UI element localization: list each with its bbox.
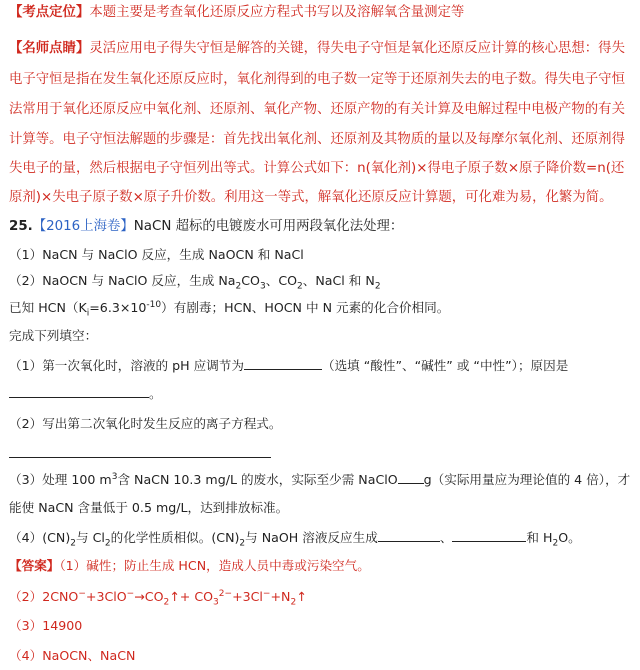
question-stem: NaCN 超标的电镀废水可用两段氧化法处理：: [133, 219, 404, 234]
comment-text-1: 灵活应用电子得失守恒是解答的关键，得失电子守恒是氧化还原反应计算的核心思想：得失: [89, 41, 625, 56]
q4-sub-4: 2: [552, 538, 559, 549]
comment-text-5: 失电子的量，然后根据电子守恒列出等式。计算公式如下：n(氧化剂)×得电子原子数×原子降价数=n(还: [9, 161, 625, 176]
question-4: [9, 528, 634, 547]
q4-sub-1: 2: [70, 538, 76, 549]
question-step-1: [9, 245, 634, 264]
known-text-c: ）有剧毒；HCN、HOCN 中 N 元素的化合价相同。: [161, 300, 450, 315]
question-2: [9, 414, 634, 433]
comment-tag: 【名师点睛】: [9, 41, 90, 56]
a2-sub1: 2: [163, 597, 170, 608]
answer-4: [9, 646, 634, 665]
comment-text-2: 电子守恒是指在发生氧化还原反应时，氧化剂得到的电子数一定等于还原剂失去的电子数。得失电子守恒: [9, 72, 625, 87]
instruction-text: 完成下列填空：: [9, 328, 98, 343]
q3-text-line2: 能使 NaCN 含量低于 0.5 mg/L，达到排放标准。: [9, 500, 289, 515]
question-source: 【2016上海卷】: [32, 219, 134, 234]
step1-text: （1）NaCN 与 NaClO 反应，生成 NaOCN 和 NaCl: [9, 247, 304, 262]
comment-line-6: [9, 188, 634, 207]
q4-text-f: 和 H: [526, 530, 553, 545]
q2-text: （2）写出第二次氧化时发生反应的离子方程式。: [9, 416, 282, 431]
answer-3: [9, 616, 634, 635]
q4-text-b: 与 Cl: [75, 530, 105, 545]
a2-p4: ↑+ CO: [169, 589, 214, 604]
a2-sup1: −: [78, 588, 86, 599]
step2-sub-3: 2: [297, 281, 303, 292]
comment-line-4: [9, 130, 634, 149]
a2-p7: ↑: [296, 589, 307, 604]
q4-text-e: 、: [439, 530, 453, 545]
a2-sub3: 2: [290, 597, 297, 608]
answer-4-text: （4）NaOCN、NaCN: [9, 648, 136, 663]
question-known: [9, 298, 634, 317]
comment-line-5: [9, 159, 634, 178]
a2-p1: （2）2CNO: [9, 589, 79, 604]
q4-blank-2[interactable]: [452, 528, 526, 542]
q3-text-c: g（实际用量应为理论值的 4 倍），才: [423, 472, 631, 487]
step2-text-b: CO: [241, 273, 260, 288]
known-text-a: 已知 HCN（K: [9, 300, 87, 315]
q1-text-a: （1）第一次氧化时，溶液的 pH 应调节为: [9, 358, 244, 373]
q1-text-c: 。: [149, 386, 162, 401]
q3-text-b: 含 NaCN 10.3 mg/L 的废水，实际至少需 NaClO: [117, 472, 398, 487]
comment-line-1: [9, 39, 634, 58]
question-3: [9, 470, 634, 489]
q1-blank-1[interactable]: [244, 356, 322, 370]
comment-line-3: [9, 100, 634, 119]
question-3-cont: [9, 498, 634, 517]
a2-p2: +3ClO: [85, 589, 127, 604]
q1-text-b: （选填 “酸性”、“碱性” 或 “中性”）；原因是: [321, 358, 569, 373]
q4-text-a: （4）(CN): [9, 530, 71, 545]
q4-text-d: 与 NaOH 溶液反应生成: [245, 530, 378, 545]
a2-sup3: 2−: [218, 588, 233, 599]
comment-text-6: 原剂)×失电子原子数×原子升价数。利用这一等式，解氧化还原反应计算题，可化难为易，化繁为简。: [9, 190, 613, 205]
known-sub-i: i: [86, 308, 90, 319]
step2-sub-2: 3: [259, 281, 266, 292]
a2-sup2: −: [126, 588, 135, 599]
q4-text-g: O。: [558, 530, 581, 545]
question-step-2: [9, 271, 634, 290]
q4-sub-2: 2: [104, 538, 111, 549]
answer-2: [9, 587, 634, 606]
a2-sub2: 3: [213, 597, 219, 608]
q3-text-a: （3）处理 100 m: [9, 472, 112, 487]
comment-text-3: 法常用于氧化还原反应中氧化剂、还原剂、氧化产物、还原产物的有关计算及电解过程中电极产物的有关: [9, 102, 625, 117]
a2-sup4: −: [262, 588, 271, 599]
known-text-b: =6.3×10: [89, 300, 147, 315]
kaodian-text: 本题主要是考查氧化还原反应方程式书写以及溶解氧含量测定等: [89, 5, 465, 20]
q3-sup: 3: [111, 471, 118, 482]
question-instruction: [9, 326, 634, 345]
a2-p6: +N: [270, 589, 291, 604]
q3-blank[interactable]: [398, 470, 424, 484]
step2-text-a: （2）NaOCN 与 NaClO 反应，生成 Na: [9, 273, 236, 288]
q2-answer-line[interactable]: [9, 457, 271, 458]
answer-1-text: （1）碱性；防止生成 HCN，造成人员中毒或污染空气。: [59, 558, 370, 573]
q4-blank-1[interactable]: [378, 528, 440, 542]
step2-text-c: 、CO: [265, 273, 298, 288]
q4-text-c: 的化学性质相似。(CN): [110, 530, 240, 545]
q4-sub-3: 2: [239, 538, 246, 549]
answer-tag: 【答案】: [9, 558, 60, 573]
known-sup: -10: [146, 299, 162, 310]
question-number: 25.: [9, 219, 33, 234]
step2-sub-4: 2: [374, 281, 381, 292]
a2-p5: +3Cl: [232, 589, 263, 604]
question-1-reason: [9, 384, 634, 403]
step2-sub-1: 2: [235, 281, 242, 292]
question-header: [9, 217, 634, 236]
kaodian-line: [9, 3, 634, 22]
step2-text-d: 、NaCl 和 N: [302, 273, 375, 288]
kaodian-tag: 【考点定位】: [9, 5, 90, 20]
a2-p3: →CO: [134, 589, 164, 604]
answer-1: [9, 556, 634, 575]
q1-blank-2[interactable]: [9, 384, 149, 398]
question-1: [9, 356, 634, 375]
answer-3-text: （3）14900: [9, 618, 83, 633]
comment-line-2: [9, 70, 634, 89]
comment-text-4: 计算等。电子守恒法解题的步骤是：首先找出氧化剂、还原剂及其物质的量以及每摩尔氧化剂、还原剂得: [9, 132, 625, 147]
